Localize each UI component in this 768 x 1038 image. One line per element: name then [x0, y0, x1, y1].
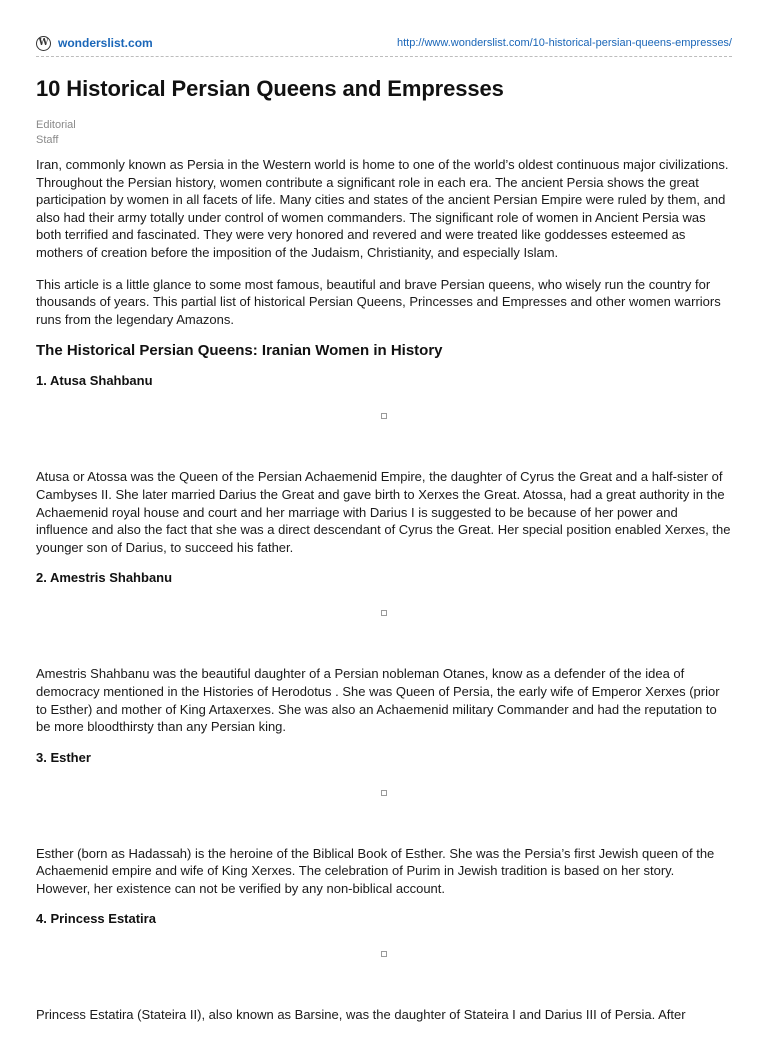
- item-heading: 3. Esther: [36, 749, 91, 765]
- image-placeholder: [36, 599, 732, 655]
- item-paragraph: Amestris Shahbanu was the beautiful daughter of a Persian nobleman Otanes, know as a defender of the idea of democracy mentioned in the Histories of Herodotus . She was Queen of Persia, the early wife of Emperor Xerxes (prior to Esther) and mother of King Artaxerxes. She was also an Achaemenid military Commander and had the reputation to be more bloodthirsty than any Persian king.: [36, 666, 720, 735]
- intro-paragraph: This article is a little glance to some most famous, beautiful and brave Persian queens, who wisely run the country for thousands of years. This partial list of historical Persian Queens, Princesses and Empresses and other women warriors runs from the legendary Amazons.: [36, 276, 721, 327]
- article-url-link[interactable]: http://www.wonderslist.com/10-historical-persian-queens-empresses/: [396, 37, 732, 49]
- section-heading: The Historical Persian Queens: Iranian Women in History: [36, 342, 443, 360]
- item-heading: 2. Amestris Shahbanu: [36, 570, 173, 586]
- item-heading: 1. Atusa Shahbanu: [36, 373, 153, 389]
- image-placeholder: [36, 402, 732, 458]
- image-placeholder: [36, 940, 732, 996]
- image-placeholder: [36, 779, 732, 835]
- intro-paragraph: Iran, commonly known as Persia in the Western world is home to one of the world’s oldest continuous major civilizations. Throughout the Persian history, women contribute a significant role in each era. The ancient Persia shows the great participation by women in all facets of life. Many cities and states of the ancient Persian Empire were ruled by them, and also had their army totally under control of women commanders. The significant role of women in Ancient Persia was both terrified and fascinated. They were very honored and revered and were treated like goddesses esteemed as mothers of creation before the imposition of the Judaism, Christianity, and especially Islam.: [36, 157, 729, 260]
- broken-image-icon: [381, 413, 387, 419]
- item-paragraph: Princess Estatira (Stateira II), also known as Barsine, was the daughter of Stateira I and Darius III of Persia. After: [36, 1007, 686, 1023]
- item-heading: 4. Princess Estatira: [36, 911, 156, 927]
- site-brand[interactable]: [36, 36, 153, 51]
- article-meta: [36, 118, 76, 148]
- header-bar: [36, 32, 732, 54]
- broken-image-icon: [381, 790, 387, 796]
- article-body: [36, 156, 732, 1038]
- article-title: 10 Historical Persian Queens and Empresses: [36, 76, 504, 101]
- item-paragraph: Esther (born as Hadassah) is the heroine of the Biblical Book of Esther. She was the Persia’s first Jewish queen of the Achaemenid empire and wife of King Xerxes. The celebration of Purim in Jewish tradition is based on her story. However, her existence can not be verified by any non-biblical account.: [36, 845, 715, 896]
- header-divider: [36, 56, 732, 57]
- meta-line: Staff: [36, 134, 59, 146]
- item-paragraph: Atusa or Atossa was the Queen of the Persian Achaemenid Empire, the daughter of Cyrus the Great and a half-sister of Cambyses II. She later married Darius the Great and gave birth to Xerxes the Great. Atossa, had a great authority in the Achaemenid royal house and court and her marriage with Darius I is suggested to be because of her power and influence and also the fact that she was a direct descendant of Cyrus the Great. Her special position enabled Xerxes, the younger son of Darius, to succeed his father.: [36, 469, 731, 555]
- broken-image-icon: [381, 610, 387, 616]
- meta-line: Editorial: [36, 119, 76, 131]
- wonderslist-logo-icon: W: [36, 36, 51, 51]
- site-name-link[interactable]: wonderslist.com: [58, 36, 153, 50]
- broken-image-icon: [381, 951, 387, 957]
